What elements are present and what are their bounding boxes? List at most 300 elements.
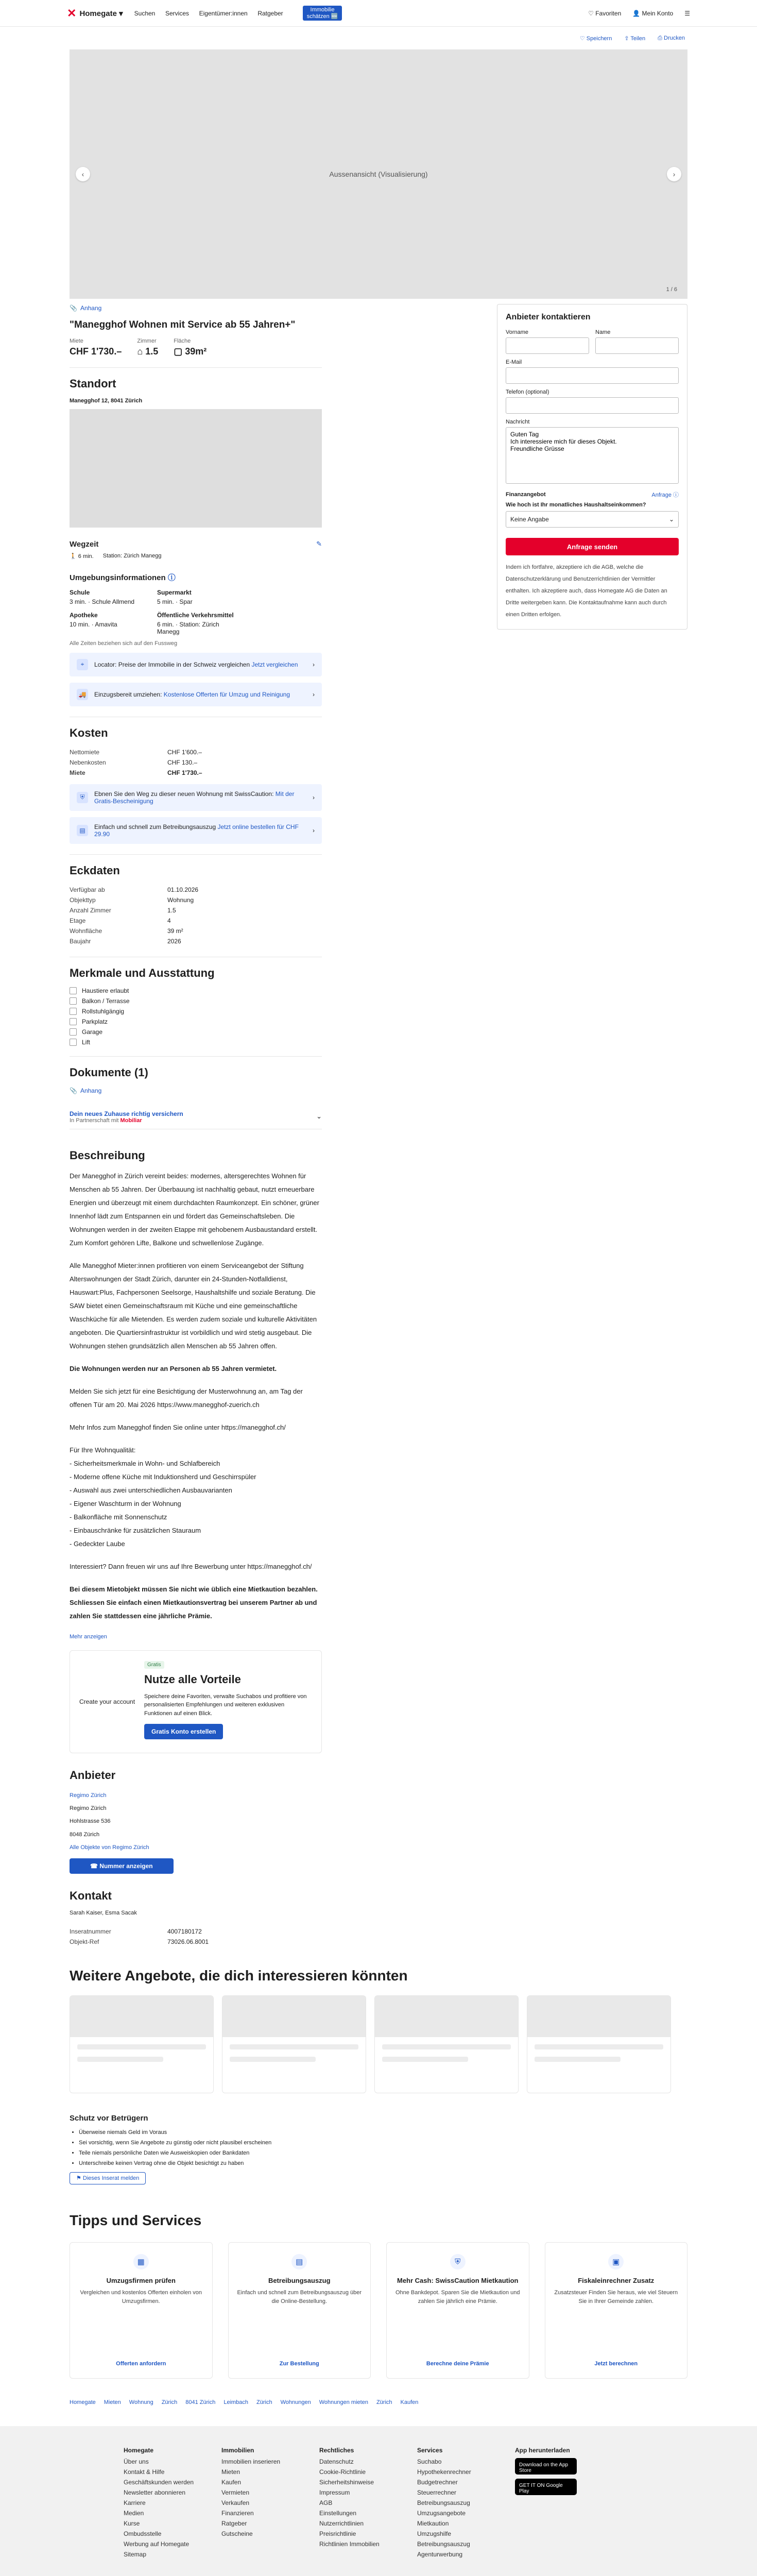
keydata-list: [70, 885, 322, 946]
description-paragraph: Interessiert? Dann freuen wir uns auf Ihre Bewerbung unter https://manegghof.ch/: [70, 1562, 312, 1570]
breadcrumb-item[interactable]: Leimbach: [223, 2399, 249, 2406]
breadcrumb-item[interactable]: Zürich: [376, 2399, 392, 2406]
footer-link[interactable]: Gutscheine: [221, 2530, 253, 2538]
nav-services[interactable]: Services: [165, 10, 189, 17]
tip-text: Einfach und schnell zum Betreibungsauszug über die Online-Bestellung.: [237, 2290, 362, 2304]
surroundings-item: Supermarkt 5 min. · Spar: [157, 589, 234, 605]
rooms-number: 1.5: [145, 346, 159, 357]
features-heading: Merkmale und Ausstattung: [70, 966, 215, 979]
document-icon: ▤: [77, 825, 88, 836]
poi-label: Apotheke: [70, 611, 98, 619]
promo-left-label: Create your account: [79, 1698, 135, 1705]
badge-top-label: Immobilie: [310, 7, 335, 13]
surroundings-note: Alle Zeiten beziehen sich auf den Fussweg: [70, 640, 178, 647]
description-paragraph: Der Manegghof in Zürich vereint beides: modernes, altersgerechtes Wohnen für Menschen ab 55 Jahren. Der Überbauung ist nachhaltig gebaut, nutzt erneuerbare Energien und überzeugt mit einem durchdachten Raumkonzept. Ein schöner, grüner Innenhof lädt zum Entspannen ein und fördert das Gemeinschaftsleben. Die Wohnungen werden in der zweiten Etappe mit gehobenem Ausbaustandard erstellt. Zum Komfort gehören Lifte, Balkone und schwellenlose Zugänge.: [70, 1172, 319, 1247]
debt-extract-banner[interactable]: [70, 817, 322, 844]
banner-text: Einzugsbereit umziehen:: [94, 690, 162, 698]
footer-link[interactable]: Sitemap: [124, 2551, 147, 2558]
description-paragraph: Für Ihre Wohnqualität: - Sicherheitsmerkmale in Wohn- und Schlafbereich - Moderne offene Küche mit Induktionsherd und Geschirrspüler - Auswahl aus zwei unterschiedlichen Ausbauvarianten - Eigener Waschturm in der Wohnung - Balkonfläche mit Sonnenschutz - Einbauschränke für zusätzlichen Stauraum - Gedeckter Laube: [70, 1446, 256, 1548]
keydata-label: Baujahr: [70, 937, 91, 945]
print-button[interactable]: [658, 35, 685, 42]
footer-link[interactable]: Über uns: [124, 2458, 149, 2466]
provider-heading: Anbieter: [70, 1768, 116, 1782]
feature-label: Garage: [82, 1028, 103, 1036]
surroundings-item: Schule 3 min. · Schule Allmend: [70, 589, 147, 605]
contact-section: [70, 1889, 322, 1947]
walk-icon: 🚶 6 min.: [70, 553, 94, 560]
listing-card-skeleton[interactable]: [374, 1995, 519, 2093]
surroundings-heading: [70, 572, 322, 583]
cost-row: [70, 747, 322, 757]
promo-text: Speichere deine Favoriten, verwalte Suchabos und profitiere von personalisierten Empfehlungen und weiteren exklusiven Funktionen auf einen Blick.: [144, 1693, 307, 1717]
show-number-button[interactable]: [70, 1858, 174, 1874]
documents-heading: Dokumente (1): [70, 1065, 148, 1079]
create-account-button[interactable]: Gratis Konto erstellen: [144, 1724, 223, 1739]
provider-name: Regimo Zürich: [70, 1805, 107, 1811]
footer-link[interactable]: Einstellungen: [319, 2510, 357, 2517]
id-label: Objekt-Ref: [70, 1938, 99, 1946]
feature-item: [70, 997, 322, 1005]
insurance-link[interactable]: Dein neues Zuhause richtig versichern: [70, 1110, 183, 1117]
card-line-placeholder: [535, 2044, 663, 2049]
flag-icon: ⚑: [76, 2175, 83, 2182]
firstname-label: Vorname: [506, 329, 529, 335]
poi-time: 6 min.: [157, 620, 174, 628]
poi-name: Spar: [179, 598, 193, 605]
id-row: [70, 1926, 322, 1937]
fraud-tip: • Sei vorsichtig, wenn Sie Angebote zu günstig oder nicht plausibel erscheinen: [79, 2138, 687, 2148]
footer-link[interactable]: Verkaufen: [221, 2499, 250, 2507]
phone-icon: ☎: [90, 1862, 100, 1870]
report-listing-label: Dieses Inserat melden: [82, 2175, 140, 2182]
cost-value: CHF 1'730.–: [167, 769, 202, 776]
poi-name: Amavita: [95, 620, 117, 628]
keydata-label: Objekttyp: [70, 896, 96, 904]
description-paragraph: Bei diesem Mietobjekt müssen Sie nicht wie üblich eine Mietkaution bezahlen. Schliessen Sie einfach einen Mietkautionsvertrag bei unserem Partner ab und zahlen Sie stattdessen eine jährliche Prämie.: [70, 1585, 318, 1620]
report-listing-button[interactable]: [70, 2172, 146, 2184]
keydata-value: 01.10.2026: [167, 886, 199, 893]
contact-names: Sarah Kaiser, Esma Sacak: [70, 1910, 137, 1917]
cost-label: Nebenkosten: [70, 758, 106, 766]
poi-label: Schule: [70, 588, 90, 596]
mobiliar-logo: Mobiliar: [120, 1117, 142, 1124]
keydata-value: 2026: [167, 937, 181, 945]
footer-link[interactable]: Betreibungsauszug: [417, 2499, 470, 2507]
app-heading: App herunterladen: [515, 2447, 570, 2454]
parking-icon: [70, 1018, 77, 1025]
breadcrumb-item[interactable]: Wohnungen: [280, 2399, 311, 2406]
banner-link[interactable]: Jetzt vergleichen: [251, 660, 298, 668]
image-gallery[interactable]: [70, 49, 687, 299]
listing-main: [70, 299, 322, 1947]
tip-text: Vergleichen und kostenlos Offerten einholen von Umzugsfirmen.: [80, 2290, 202, 2304]
estimate-badge-button[interactable]: [303, 6, 342, 20]
rooms-label: Zimmer: [137, 337, 157, 344]
breadcrumb-item[interactable]: 8041 Zürich: [185, 2399, 216, 2406]
footer-link[interactable]: Preisrichtlinie: [319, 2530, 356, 2538]
banner-text: Ebnen Sie den Weg zu dieser neuen Wohnung mit SwissCaution:: [94, 790, 274, 798]
firstname-input[interactable]: [506, 337, 589, 354]
card-image-placeholder: [375, 1996, 518, 2037]
breadcrumb-item[interactable]: Wohnungen mieten: [319, 2399, 368, 2406]
tip-link[interactable]: Offerten anfordern: [116, 2361, 166, 2367]
surroundings-item: [245, 589, 322, 605]
account-link[interactable]: [632, 10, 673, 17]
costs-heading: Kosten: [70, 726, 108, 739]
footer-link[interactable]: Agenturwerbung: [417, 2551, 463, 2558]
id-row: [70, 1937, 322, 1947]
feature-label: Haustiere erlaubt: [82, 987, 129, 994]
footer-link[interactable]: Vermieten: [221, 2489, 250, 2497]
card-line-placeholder: [230, 2044, 358, 2049]
chevron-down-icon: ⌄: [316, 1112, 322, 1121]
lastname-label: Name: [595, 329, 611, 335]
costs-section: [70, 717, 322, 844]
poi-name: Schule Allmend: [92, 598, 135, 605]
message-textarea[interactable]: [506, 427, 679, 484]
card-line-placeholder: [77, 2044, 206, 2049]
keydata-row: [70, 885, 322, 895]
heart-outline-icon: ♡: [579, 35, 587, 42]
area-value: [174, 346, 207, 357]
nav-eigentuemer[interactable]: Eigentümer:innen: [199, 10, 248, 17]
fraud-tip: • Überweise niemals Geld im Voraus: [79, 2128, 687, 2138]
gallery-caption: Aussenansicht (Visualisierung): [329, 170, 428, 178]
keydata-label: Wohnfläche: [70, 927, 102, 935]
user-icon: 👤: [632, 9, 642, 17]
chevron-right-icon: ›: [313, 826, 315, 834]
share-label: Teilen: [630, 35, 646, 42]
banner-text: Einfach und schnell zum Betreibungsauszug: [94, 823, 216, 831]
heart-icon: ♡: [588, 9, 596, 17]
fraud-tip: • Teile niemals persönliche Daten wie Ausweiskopien oder Bankdaten: [79, 2148, 687, 2159]
legal-notice: Indem ich fortfahre, akzeptiere ich die AGB, welche die Datenschutzerklärung und Benutzerrichtlinien der Vermittler enthalten. Ich akzeptiere auch, dass Homegate AG die Daten an Dritte weitergeben kann. Die Kontaktaufnahme kann auch durch einen Dritten erfolgen.: [506, 564, 667, 618]
keydata-value: 39 m²: [167, 927, 183, 935]
chevron-right-icon[interactable]: ›: [667, 167, 681, 181]
breadcrumb-item[interactable]: Kaufen: [400, 2399, 419, 2406]
footer-link[interactable]: Nutzerrichtlinien: [319, 2520, 364, 2528]
footer-col-heading: Homegate: [124, 2447, 154, 2454]
chevron-right-icon: ›: [313, 793, 315, 801]
feature-label: Rollstuhlgängig: [82, 1007, 125, 1015]
paperclip-icon: 📎: [70, 1087, 77, 1094]
footer-link[interactable]: Cookie-Richtlinie: [319, 2468, 366, 2476]
calculator-icon: ▣: [608, 2254, 624, 2269]
footer-link[interactable]: Ombudsstelle: [124, 2530, 162, 2538]
poi-time: 10 min.: [70, 620, 90, 628]
footer-col-heading: Immobilien: [221, 2447, 254, 2454]
keydata-section: [70, 854, 322, 946]
keydata-value: 4: [167, 917, 171, 924]
footer-link[interactable]: Sicherheitshinweise: [319, 2479, 374, 2486]
card-image-placeholder: [527, 1996, 670, 2037]
lift-icon: [70, 1039, 77, 1046]
ids-list: [70, 1926, 322, 1947]
breadcrumb-item[interactable]: Wohnung: [129, 2399, 153, 2406]
contact-heading: Kontakt: [70, 1889, 112, 1903]
keydata-row: [70, 936, 322, 946]
nav-suchen[interactable]: Suchen: [134, 10, 156, 17]
poi-label: Öffentliche Verkehrsmittel: [157, 611, 234, 619]
breadcrumb-item[interactable]: Mieten: [104, 2399, 121, 2406]
feature-item: [70, 1028, 322, 1036]
footer-link[interactable]: Ratgeber: [221, 2520, 247, 2528]
badge-bottom-label: schätzen 🆕: [306, 13, 338, 20]
garage-icon: [70, 1028, 77, 1036]
tips-heading: Tipps und Services: [70, 2212, 202, 2229]
footer-link[interactable]: Immobilien inserieren: [221, 2458, 281, 2466]
footer-link[interactable]: Geschäftskunden werden: [124, 2479, 194, 2486]
banner-link[interactable]: Mit der Gratis-Bescheinigung: [94, 790, 295, 805]
footer-link[interactable]: Impressum: [319, 2489, 350, 2497]
footer-link[interactable]: Mieten: [221, 2468, 240, 2476]
footer-link[interactable]: Karriere: [124, 2499, 146, 2507]
surroundings-item: Apotheke 10 min. · Amavita: [70, 612, 147, 635]
footer-link[interactable]: Hypothekenrechner: [417, 2468, 471, 2476]
lower-content: [70, 1968, 687, 2405]
homegate-logo-icon: ✕: [67, 6, 77, 20]
chevron-right-icon: ›: [313, 660, 315, 668]
breadcrumb-item[interactable]: Zürich: [256, 2399, 272, 2406]
rooms-icon: ⌂: [137, 346, 146, 357]
provider-all-listings-link[interactable]: Alle Objekte von Regimo Zürich: [70, 1844, 149, 1851]
key-facts: [70, 338, 322, 357]
keydata-row: [70, 916, 322, 926]
listing-card-skeleton[interactable]: [70, 1995, 214, 2093]
favorites-link[interactable]: [588, 10, 621, 17]
feature-label: Parkplatz: [82, 1018, 108, 1025]
map[interactable]: [70, 409, 322, 528]
footer-link[interactable]: Newsletter abonnieren: [124, 2489, 186, 2497]
cost-label: Miete: [70, 769, 85, 776]
feature-label: Balkon / Terrasse: [82, 997, 130, 1005]
footer-link[interactable]: Kurse: [124, 2520, 140, 2528]
provider-section: [70, 1769, 322, 1874]
breadcrumb-item[interactable]: Homegate: [70, 2399, 96, 2406]
email-input[interactable]: [506, 367, 679, 384]
top-bar: [0, 0, 757, 27]
tips-section: [70, 2212, 687, 2379]
footer: [0, 2426, 757, 2576]
brand-switcher[interactable]: Homegate ▾: [79, 9, 123, 18]
footer-link[interactable]: Kontakt & Hilfe: [124, 2468, 165, 2476]
banner-link[interactable]: Jetzt online bestellen für CHF 29.90: [94, 823, 299, 838]
card-image-placeholder: [70, 1996, 213, 2037]
description-section: [70, 1140, 322, 1640]
insurance-sub: In Partnerschaft mit: [70, 1117, 119, 1124]
footer-link[interactable]: Mietkaution: [417, 2520, 449, 2528]
action-bar: [0, 27, 757, 49]
document-link[interactable]: [70, 1087, 101, 1094]
listing-title: "Manegghof Wohnen mit Service ab 55 Jahren+": [70, 319, 296, 330]
travel-station: Station: Zürich Manegg: [102, 552, 162, 559]
cost-row: [70, 768, 322, 778]
area-label: Fläche: [174, 337, 191, 344]
tip-card[interactable]: [545, 2242, 688, 2379]
footer-link[interactable]: Richtlinien Immobilien: [319, 2540, 380, 2548]
save-label: Speichern: [586, 35, 612, 42]
keydata-row: [70, 905, 322, 916]
travel-time-heading: Wegzeit: [70, 539, 99, 549]
footer-link[interactable]: Budgetrechner: [417, 2479, 458, 2486]
tip-text: Ohne Bankdepot. Sparen Sie die Mietkaution und zahlen Sie jährlich eine Prämie.: [395, 2290, 520, 2304]
surroundings-item: Öffentliche Verkehrsmittel 6 min. · Station: Zürich Manegg: [157, 611, 234, 635]
truck-icon: 🚚: [77, 689, 88, 700]
locator-icon: ⌖: [77, 659, 88, 670]
show-number-label: Nummer anzeigen: [99, 1862, 153, 1870]
print-label: Drucken: [664, 35, 685, 41]
contact-form: [497, 304, 687, 630]
main-nav: [134, 9, 291, 17]
surroundings-grid: [70, 589, 322, 635]
tip-card[interactable]: [386, 2242, 529, 2379]
rent-value: CHF 1'730.–: [70, 346, 122, 357]
shield-icon: ⛨: [450, 2254, 466, 2269]
pet-icon: [70, 987, 77, 994]
app-store-badge[interactable]: Download on the App Store: [515, 2458, 577, 2475]
wheelchair-icon: [70, 1008, 77, 1015]
tip-card[interactable]: [228, 2242, 371, 2379]
documents-section: [70, 1056, 322, 1129]
email-label: E-Mail: [506, 359, 522, 365]
document-label: Anhang: [80, 1087, 102, 1094]
income-select[interactable]: [506, 511, 679, 528]
card-line-placeholder: [382, 2044, 511, 2049]
phone-input[interactable]: [506, 397, 679, 414]
paperclip-icon: 📎: [70, 304, 77, 312]
costs-list: [70, 747, 322, 778]
keydata-heading: Eckdaten: [70, 863, 120, 877]
card-line-placeholder: [230, 2057, 316, 2062]
income-select-value: Keine Angabe: [510, 516, 549, 523]
card-image-placeholder: [222, 1996, 366, 2037]
tip-title: Umzugsfirmen prüfen: [106, 2277, 176, 2285]
tip-link[interactable]: Berechne deine Prämie: [426, 2361, 489, 2367]
tip-link[interactable]: Jetzt berechnen: [594, 2361, 638, 2367]
info-icon[interactable]: ⓘ: [167, 573, 176, 582]
financing-info-link[interactable]: Anfrage ⓘ: [651, 492, 679, 498]
income-question: Wie hoch ist Ihr monatliches Haushaltseinkommen?: [506, 502, 646, 508]
description-paragraph: Alle Manegghof Mieter:innen profitieren von einem Serviceangebot der Stiftung Alterswohnungen der Stadt Zürich, darunter ein 24-Stunden-Notfalldienst, Hauswart:Plus, Fachpersonen Seelsorge, Haushaltshilfe und soziale Beratung. Die SAW bietet einen Gemeinschaftsraum mit Küche und eine gemeinschaftliche Waschküche für alle Mietenden. Es werden zudem soziale und kulturelle Aktivitäten angeboten. Die Quartiersinfrastruktur ist vorbildlich und wird stetig ausgebaut. Die Wohnungen stehen grundsätzlich allen Menschen ab 55 Jahren offen.: [70, 1261, 317, 1350]
footer-link[interactable]: Steuerrechner: [417, 2489, 457, 2497]
provider-name-link[interactable]: Regimo Zürich: [70, 1792, 107, 1799]
footer-link[interactable]: Kaufen: [221, 2479, 242, 2486]
lastname-input[interactable]: [595, 337, 679, 354]
footer-link[interactable]: AGB: [319, 2499, 333, 2507]
google-play-badge[interactable]: GET IT ON Google Play: [515, 2479, 577, 2495]
footer-link[interactable]: Umzugsangebote: [417, 2510, 466, 2517]
tip-text: Zusatzsteuer Finden Sie heraus, wie viel Steuern Sie in Ihrer Gemeinde zahlen.: [554, 2290, 678, 2304]
financing-label: Finanzangebot: [506, 492, 546, 498]
footer-link[interactable]: Betreibungsauszug: [417, 2540, 470, 2548]
shield-icon: ⛨: [77, 792, 88, 803]
feature-item: [70, 1018, 322, 1025]
card-line-placeholder: [535, 2057, 621, 2062]
address: Manegghof 12, 8041 Zürich: [70, 397, 143, 404]
keydata-row: [70, 926, 322, 936]
breadcrumb-item[interactable]: Zürich: [161, 2399, 178, 2406]
tip-card[interactable]: [70, 2242, 213, 2379]
listing-card-skeleton[interactable]: [527, 1995, 671, 2093]
logo[interactable]: [67, 7, 123, 20]
attachment-label: Anhang: [80, 304, 102, 312]
similar-heading: Weitere Angebote, die dich interessieren könnten: [70, 1968, 408, 1984]
area-number: 39m²: [185, 346, 207, 357]
contact-form-heading: Anbieter kontaktieren: [506, 313, 591, 321]
footer-link[interactable]: Umzugshilfe: [417, 2530, 452, 2538]
footer-link[interactable]: Werbung auf Homegate: [124, 2540, 190, 2548]
moving-banner[interactable]: [70, 683, 322, 706]
swisscaution-banner[interactable]: [70, 784, 322, 811]
nav-ratgeber[interactable]: Ratgeber: [257, 10, 283, 17]
feature-item: [70, 1039, 322, 1046]
footer-col-heading: Services: [417, 2447, 443, 2454]
moving-box-icon: ▦: [133, 2254, 149, 2269]
rooms-value: [137, 346, 158, 357]
rent-label: Miete: [70, 337, 83, 344]
phone-label: Telefon (optional): [506, 389, 549, 395]
contact-sidebar: [497, 304, 687, 1947]
location-section: [70, 367, 322, 706]
description-paragraph: Die Wohnungen werden nur an Personen ab 55 Jahren vermietet.: [70, 1364, 277, 1372]
travel-time-row: [70, 553, 322, 560]
provider-street: Hohlstrasse 536: [70, 1818, 111, 1825]
tip-link[interactable]: Zur Bestellung: [279, 2361, 319, 2367]
banner-link[interactable]: Kostenlose Offerten für Umzug und Reinigung: [163, 690, 290, 698]
footer-link[interactable]: Suchabo: [417, 2458, 442, 2466]
keydata-value: 1.5: [167, 906, 176, 914]
footer-link[interactable]: Finanzieren: [221, 2510, 254, 2517]
footer-link[interactable]: Medien: [124, 2510, 144, 2517]
listing-card-skeleton[interactable]: [222, 1995, 366, 2093]
keydata-label: Etage: [70, 917, 86, 924]
cost-label: Nettomiete: [70, 748, 100, 756]
feature-label: Lift: [82, 1038, 91, 1046]
chevron-down-icon: ⌄: [668, 516, 674, 523]
promo-heading: Nutze alle Vorteile: [144, 1672, 241, 1686]
favorites-label: Favoriten: [595, 9, 622, 17]
print-icon: ⎙: [658, 35, 664, 41]
gallery-counter: 1 / 6: [666, 286, 677, 293]
feature-item: [70, 1008, 322, 1015]
menu-icon[interactable]: ☰: [684, 9, 690, 17]
footer-col-heading: Rechtliches: [319, 2447, 354, 2454]
description-heading: Beschreibung: [70, 1148, 145, 1162]
edit-icon[interactable]: ✎: [316, 540, 322, 548]
keydata-row: [70, 895, 322, 905]
fraud-tip: • Unterschreibe keinen Vertrag ohne die Objekt besichtigt zu haben: [79, 2159, 687, 2169]
show-more-link[interactable]: Mehr anzeigen: [70, 1633, 107, 1640]
features-section: [70, 957, 322, 1046]
tip-title: Mehr Cash: SwissCaution Mietkaution: [397, 2277, 519, 2285]
locator-banner[interactable]: [70, 653, 322, 676]
cost-value: CHF 130.–: [167, 758, 198, 766]
chevron-right-icon: ›: [313, 690, 315, 698]
share-button[interactable]: [624, 35, 645, 42]
insurance-accordion[interactable]: [70, 1110, 322, 1129]
save-button[interactable]: [580, 35, 612, 42]
footer-link[interactable]: Datenschutz: [319, 2458, 354, 2466]
id-value: 4007180172: [167, 1928, 202, 1936]
travel-time-value: 6 min.: [78, 553, 94, 560]
send-request-button[interactable]: Anfrage senden: [506, 538, 679, 555]
chevron-left-icon[interactable]: ‹: [76, 167, 90, 181]
account-promo: [70, 1650, 322, 1753]
promo-badge: Gratis: [144, 1661, 164, 1669]
message-label: Nachricht: [506, 419, 530, 425]
cost-row: [70, 757, 322, 768]
attachment-link[interactable]: [70, 304, 101, 312]
